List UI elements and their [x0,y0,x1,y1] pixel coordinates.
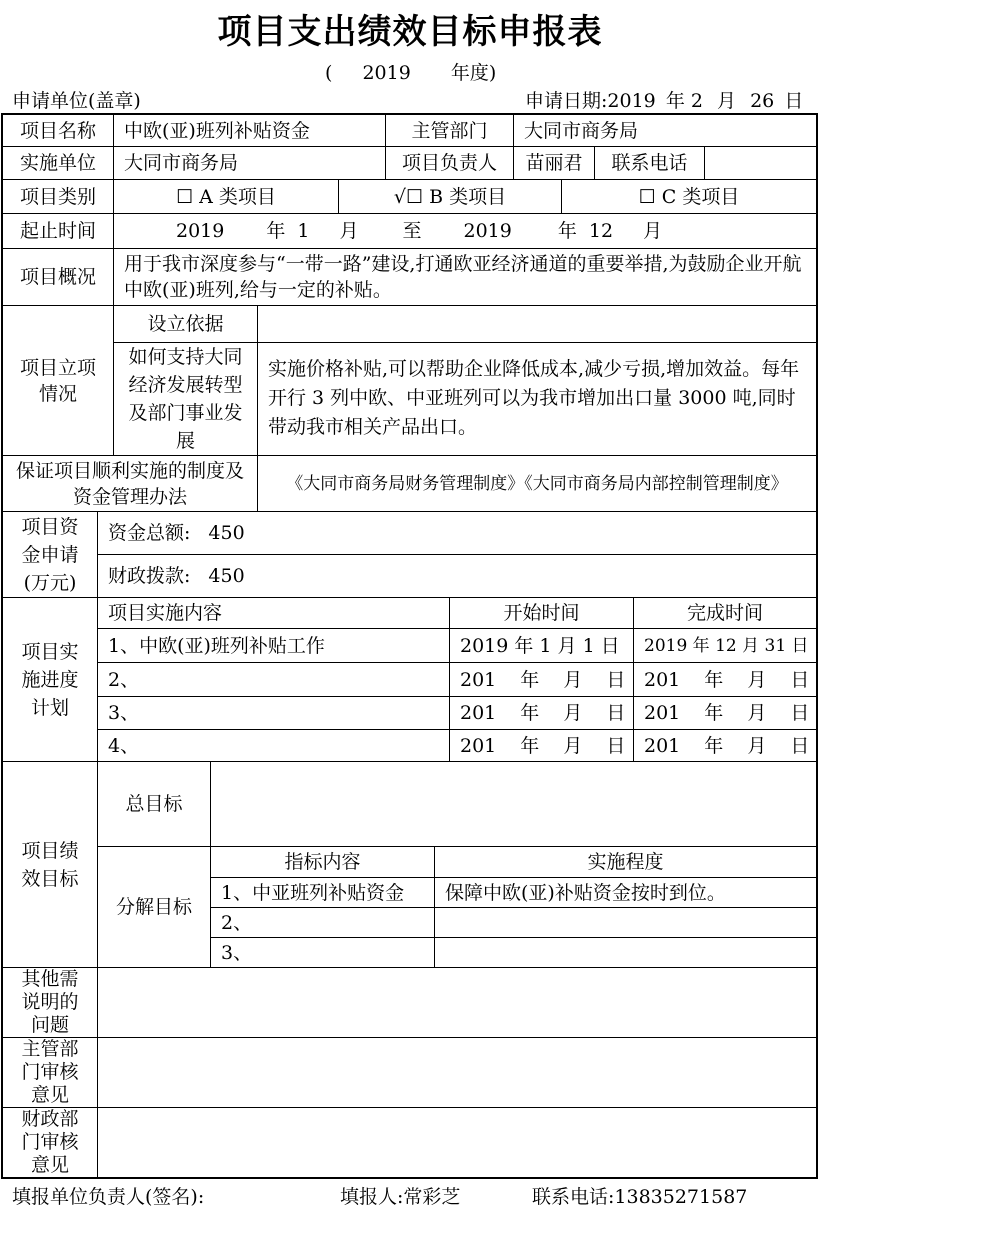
perf-col-indicator: 指标内容 [284,851,361,873]
type-a-checkbox[interactable]: ☐ A 类项目 [176,185,276,208]
funds-total [98,512,816,554]
year-suffix: 年度) [450,62,497,84]
period-m1: 月 [339,220,359,242]
schedule-row-start: 201 年 月 日 [460,702,626,724]
project-type-label: 项目类别 [19,185,96,208]
apply-date-day: 26 [750,90,775,112]
schedule-col-start: 开始时间 [503,602,580,624]
fin-review-label: 财政部门审核意见 [21,1108,79,1176]
other-value [98,968,816,1037]
perf-row-indicator: 3、 [221,941,253,964]
year-line [325,58,496,85]
footer-phone [532,1182,747,1209]
dept-review-label: 主管部门审核意见 [21,1038,79,1106]
schedule-row-end: 201 年 月 日 [644,734,810,757]
perf-row-degree [435,938,816,967]
footer-phone-label: 联系电话: [532,1186,615,1208]
perf-col-degree: 实施程度 [587,851,664,873]
type-c-checkbox[interactable]: ☐ C 类项目 [638,185,740,208]
schedule-row-start: 201 年 月 日 [460,734,626,757]
project-name-label: 项目名称 [19,119,96,142]
footer-phone-value: 13835271587 [614,1186,748,1208]
phone-value [705,147,816,179]
schedule-col-end: 完成时间 [686,602,763,624]
perf-row-indicator: 1、中亚班列补贴资金 [221,881,405,904]
funds-fiscal [98,555,816,597]
perf-row-degree [435,908,816,937]
schedule-row-start: 2019 年 1 月 1 日 [460,634,620,657]
setup-label: 项目立项情况 [19,356,96,405]
period-y2: 年 [557,220,577,242]
fin-review-value [98,1108,816,1177]
schedule-row-content: 4、 [108,734,140,757]
project-name-value: 中欧(亚)班列补贴资金 [124,119,310,142]
period-start-month: 1 [297,220,310,242]
system-value: 《大同市商务局财务管理制度》《大同市商务局内部控制管理制度》 [286,473,788,494]
system-label: 保证项目顺利实施的制度及资金管理办法 [15,459,244,508]
phone-label: 联系电话 [611,152,688,174]
schedule-row-content: 2、 [108,668,140,691]
apply-date-year: 2019 [607,90,656,112]
apply-date-month: 2 [690,90,703,112]
other-label: 其他需说明的问题 [21,968,79,1036]
perf-row-degree: 保障中欧(亚)补贴资金按时到位。 [445,881,726,904]
perf-sub-label: 分解目标 [115,896,192,918]
period-value [114,214,816,248]
type-b-checkbox[interactable]: √☐ B 类项目 [393,185,507,208]
perf-row-indicator: 2、 [221,911,253,934]
schedule-row-content: 1、中欧(亚)班列补贴工作 [108,634,325,657]
page-title: 项目支出绩效目标申报表 [217,12,603,52]
footer-filler [340,1182,460,1209]
overview-label: 项目概况 [19,266,96,288]
period-m2: 月 [643,220,663,242]
funds-total-value: 450 [208,522,245,544]
funds-label: 项目资金申请(万元) [21,515,79,594]
funds-fiscal-value: 450 [208,565,245,587]
apply-date-day-unit: 日 [784,90,804,112]
perf-label: 项目绩效目标 [21,839,79,890]
report-year: 2019 [362,62,411,84]
schedule-row-content: 3、 [108,702,140,724]
apply-date [525,86,803,113]
dept-value: 大同市商务局 [524,119,639,142]
schedule-row-end: 2019 年 12 月 31 日 [644,635,809,656]
funds-fiscal-label: 财政拨款: [108,565,191,587]
support-value: 实施价格补贴,可以帮助企业降低成本,减少亏损,增加效益。每年开行 3 列中欧、中亚班列可以为我市增加出口量 3000 吨,同时带动我市相关产品出口。 [268,358,800,438]
footer-filler-label: 填报人: [340,1186,404,1208]
impl-unit-value: 大同市商务局 [124,152,239,174]
schedule-col-content: 项目实施内容 [108,602,223,624]
dept-label: 主管部门 [411,119,488,142]
applicant-label: 申请单位(盖章) [12,90,141,112]
schedule-row-end: 201 年 月 日 [644,702,810,724]
apply-date-month-unit: 月 [717,90,737,112]
footer-leader-label: 填报单位负责人(签名): [12,1186,205,1208]
period-y1: 年 [266,220,286,242]
basis-label: 设立依据 [147,313,224,335]
impl-unit-label: 实施单位 [19,152,96,174]
funds-total-label: 资金总额: [108,522,191,544]
schedule-row-start: 201 年 月 日 [460,668,626,691]
perf-total-value [211,762,816,846]
schedule-row-end: 201 年 月 日 [644,668,810,691]
support-label: 如何支持大同经济发展转型及部门事业发展 [128,346,243,452]
footer-filler-value: 常彩芝 [403,1186,461,1208]
year-open: ( [325,62,333,84]
period-start-year: 2019 [176,220,225,242]
perf-total-label: 总目标 [125,793,183,815]
leader-value: 苗丽君 [525,152,583,174]
schedule-label: 项目实施进度计划 [21,640,79,719]
overview-value: 用于我市深度参与“一带一路”建设,打通欧亚经济通道的重要举措,为鼓励企业开航中欧(亚)班列,给与一定的补贴。 [124,253,802,301]
period-to: 至 [402,220,422,242]
leader-label: 项目负责人 [401,152,497,174]
apply-date-year-unit: 年 [665,90,685,112]
apply-date-label: 申请日期: [525,90,608,112]
dept-review-value [98,1038,816,1107]
basis-value [258,306,816,342]
period-label: 起止时间 [19,220,96,242]
period-end-month: 12 [588,220,614,242]
period-end-year: 2019 [463,220,512,242]
